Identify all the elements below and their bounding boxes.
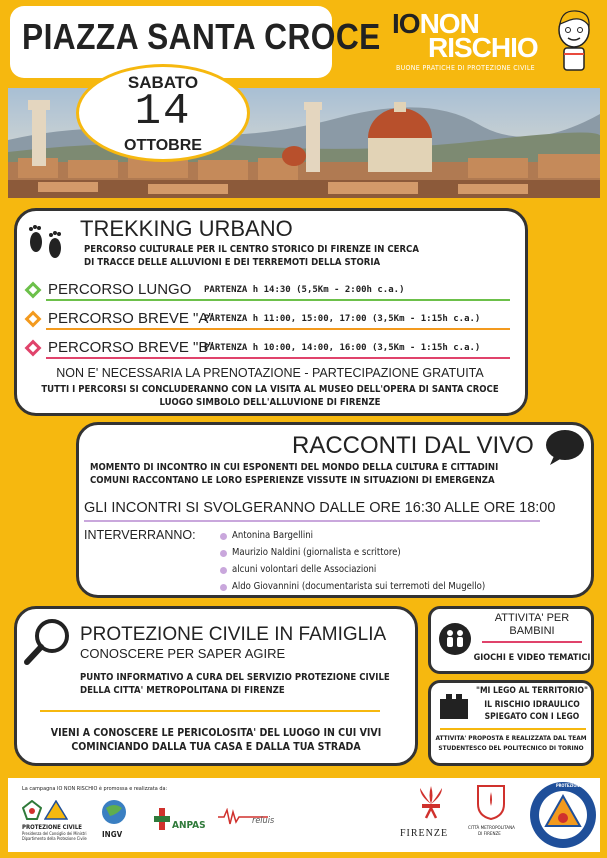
speaker-item: alcuni volontari delle Associazioni [232,564,377,575]
protezione-civile-label: PROTEZIONE CIVILE [22,824,82,831]
citta-metropolitana-shield-icon [476,784,506,820]
route-short-a-departure: PARTENZA h 11:00, 15:00, 17:00 (3,5Km - 1:15h c.a.) [204,314,481,324]
speaker-bullet-icon [220,567,227,574]
famiglia-info-1: PUNTO INFORMATIVO A CURA DEL SERVIZIO PROTEZIONE CIVILE [80,672,390,683]
route-short-b-departure: PARTENZA h 10:00, 14:00, 16:00 (3,5Km - 1:15h c.a.) [204,343,481,353]
firenze-label: FIRENZE [400,828,449,839]
lego-title: "MI LEGO AL TERRITORIO" [475,686,589,696]
racconti-description-1: MOMENTO DI INCONTRO IN CUI ESPONENTI DEL MONDO DELLA CULTURA E CITTADINI [90,462,499,473]
logo-rischio: RISCHIO [428,32,538,63]
speakers-label: INTERVERRANNO: [84,528,196,542]
magnifier-icon [22,616,74,668]
trekking-footer-1: TUTTI I PERCORSI SI CONCLUDERANNO CON LA VISITA AL MUSEO DELL'OPERA DI SANTA CROCE [41,384,499,395]
route-short-a-label: PERCORSO BREVE "A" [48,310,214,327]
protezione-civile-icon [44,800,68,820]
trekking-title: TREKKING URBANO [80,216,293,241]
famiglia-divider [40,710,380,712]
speaker-bullet-icon [220,550,227,557]
speaker-item: Aldo Giovannini (documentarista sui terremoti del Mugello) [232,581,486,592]
bambini-underline [482,641,582,643]
seal-text: PROTEZIONE CIVILE [556,783,596,788]
lego-credit-2: STUDENTESCO DEL POLITECNICO DI TORINO [438,744,584,752]
logo-subtitle: BUONE PRATICHE DI PROTEZIONE CIVILE [396,64,535,72]
page-title: PIAZZA SANTA CROCE [22,16,381,57]
lego-line-1: IL RISCHIO IDRAULICO [484,700,580,710]
footprints-icon [24,222,68,264]
ingv-label: INGV [102,830,123,839]
route-short-b-label: PERCORSO BREVE "B" [48,339,214,356]
trekking-description-2: DI TRACCE DELLE ALLUVIONI E DEI TERREMOTI DELLA STORIA [84,257,381,268]
famiglia-invite-2: COMINCIANDO DALLA TUA CASA E DALLA TUA STRADA [71,741,361,753]
date-month: OTTOBRE [124,137,202,154]
famiglia-title: PROTEZIONE CIVILE IN FAMIGLIA [80,624,387,645]
speaker-item: Maurizio Naldini (giornalista e scrittore) [232,547,401,558]
citta-metropolitana-label-2: DI FIRENZE [478,832,501,837]
speaker-item: Antonina Bargellini [232,530,314,541]
racconti-schedule-underline [84,520,540,522]
date-badge [76,64,250,162]
racconti-title: RACCONTI DAL VIVO [292,432,534,459]
children-icon [438,622,472,656]
italian-emblem-icon [22,800,42,820]
bambini-title-2: BAMBINI [509,625,555,637]
girl-mascot-icon [552,4,600,78]
ingv-globe-icon [100,798,128,826]
bambini-subtitle: GIOCHI E VIDEO TEMATICI [473,653,591,663]
citta-metropolitana-label-1: CITTÀ METROPOLITANA [468,826,515,831]
route-long-label: PERCORSO LUNGO [48,281,192,298]
speaker-bullet-icon [220,533,227,540]
lego-credit-1: ATTIVITA' PROPOSTA E REALIZZATA DAL TEAM [435,734,587,742]
logo-io: IO [392,8,420,39]
date-day-number: 14 [134,87,192,137]
protezione-civile-sub: Presidenza del Consiglio dei Ministri Dipartimento della Protezione Civile [22,831,87,841]
anpas-label: ANPAS [172,820,206,831]
footer-intro: La campagna IO NON RISCHIO è promossa e realizzata da: [22,786,168,792]
racconti-description-2: COMUNI RACCONTANO LE LORO ESPERIENZE VISSUTE IN SITUAZIONI DI EMERGENZA [90,475,495,486]
sponsors-footer [8,778,600,852]
famiglia-invite-1: VIENI A CONOSCERE LE PERICOLOSITA' DEL LUOGO IN CUI VIVI [50,727,382,739]
protezione-civile-seal-icon [528,780,598,850]
lego-divider [440,728,586,730]
racconti-schedule: GLI INCONTRI SI SVOLGERANNO DALLE ORE 16:30 ALLE ORE 18:00 [84,500,556,516]
famiglia-info-2: DELLA CITTA' METROPOLITANA DI FIRENZE [80,685,285,696]
route-short-a-underline [46,328,510,330]
trekking-notice: NON E' NECESSARIA LA PRENOTAZIONE - PARTECIPAZIONE GRATUITA [56,366,484,380]
route-long-departure: PARTENZA h 14:30 (5,5Km - 2:00h c.a.) [204,285,405,295]
date-day-name: SABATO [127,73,199,92]
lego-brick-icon [438,692,470,722]
bambini-title-1: ATTIVITA' PER [494,612,570,624]
route-short-b-underline [46,357,510,359]
firenze-lily-icon [416,784,446,820]
anpas-cross-icon [154,808,170,830]
trekking-footer-2: LUOGO SIMBOLO DELL'ALLUVIONE DI FIRENZE [159,397,381,408]
speaker-bullet-icon [220,584,227,591]
trekking-description-1: PERCORSO CULTURALE PER IL CENTRO STORICO DI FIRENZE IN CERCA [84,244,419,255]
speech-bubble-icon [544,428,586,466]
lego-line-2: SPIEGATO CON I LEGO [484,712,580,722]
route-long-underline [46,299,510,301]
logo-non: NON [419,8,479,39]
famiglia-subtitle: CONOSCERE PER SAPER AGIRE [80,646,286,661]
io-non-rischio-logo [392,8,600,80]
reluis-label: reluis [252,816,275,826]
